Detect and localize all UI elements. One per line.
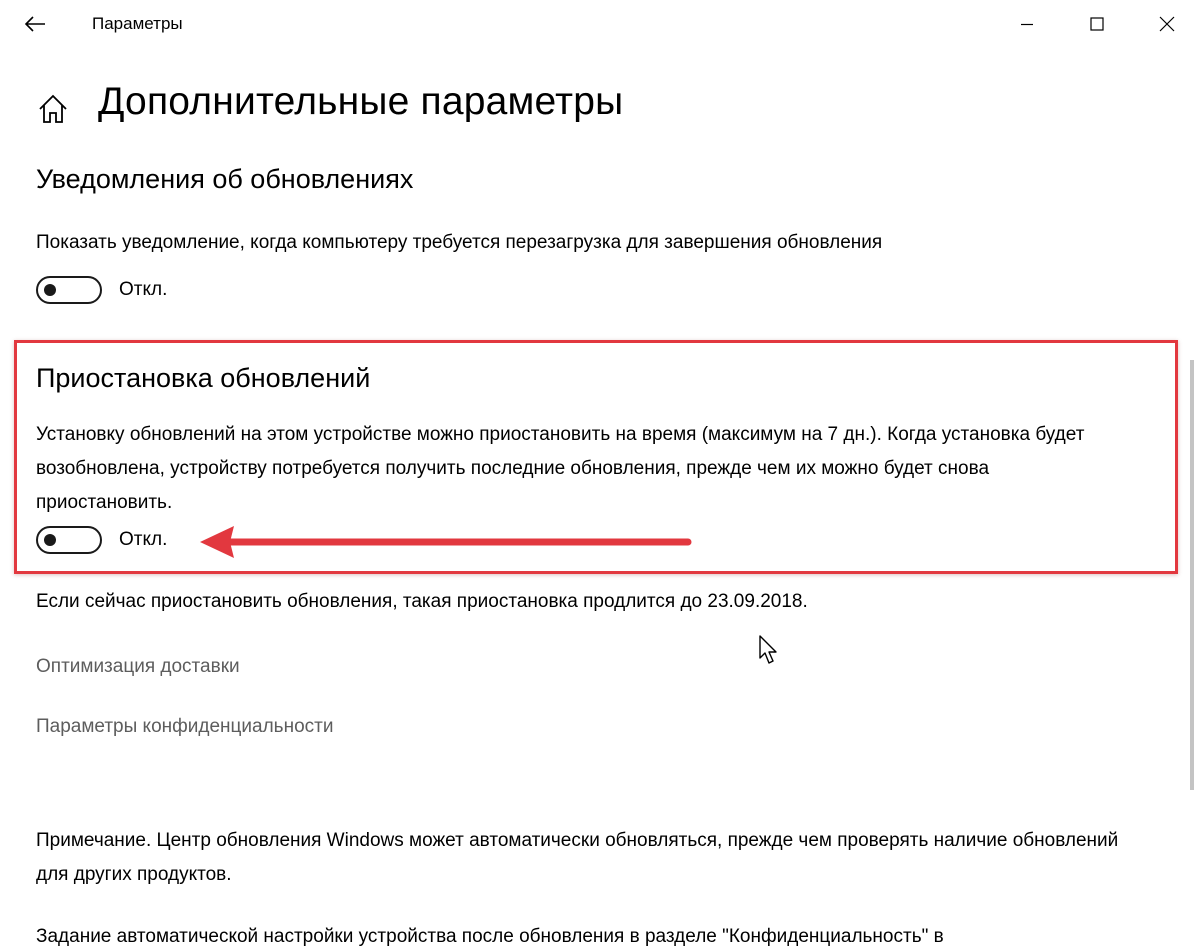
note-windows-update: Примечание. Центр обновления Windows может автоматически обновляться, прежде чем проверять наличие обновлений для других продуктов. [36,830,1119,885]
pause-updates-toggle[interactable] [36,526,102,554]
back-button[interactable] [18,8,52,40]
pause-updates-heading: Приостановка обновлений [36,363,371,393]
page-title: Дополнительные параметры [98,80,624,123]
window-title: Параметры [92,14,183,33]
restart-notification-toggle-state: Откл. [119,279,168,300]
toggle-knob [44,284,56,296]
maximize-icon [1090,17,1104,31]
close-icon [1159,16,1175,32]
notifications-description: Показать уведомление, когда компьютеру требуется перезагрузка для завершения обновления [36,232,883,253]
minimize-icon [1020,17,1034,31]
pause-updates-toggle-state: Откл. [119,529,168,550]
home-icon [36,92,70,126]
maximize-button[interactable] [1074,6,1120,42]
pause-updates-description: Установку обновлений на этом устройстве можно приостановить на время (максимум на 7 дн.). Когда установка будет возобновлена, устройству потребуется получить последние обновления, прежде чем их можно будет снова приостановить. [36,424,1085,513]
close-button[interactable] [1144,6,1190,42]
pause-until-info: Если сейчас приостановить обновления, такая приостановка продлится до 23.09.2018. [36,591,808,612]
home-button[interactable] [36,92,70,126]
note-privacy: Задание автоматической настройки устройства после обновления в разделе "Конфиденциальность" в [36,926,944,947]
scrollbar[interactable] [1190,360,1194,790]
notifications-heading: Уведомления об обновлениях [36,164,414,194]
delivery-optimization-link[interactable]: Оптимизация доставки [36,656,240,677]
restart-notification-toggle[interactable] [36,276,102,304]
privacy-settings-link[interactable]: Параметры конфиденциальности [36,716,334,737]
toggle-knob [44,534,56,546]
back-arrow-icon [24,15,46,33]
minimize-button[interactable] [1004,6,1050,42]
mouse-cursor-icon [758,634,780,666]
annotation-arrow-icon [190,520,700,564]
title-bar [0,0,1200,50]
